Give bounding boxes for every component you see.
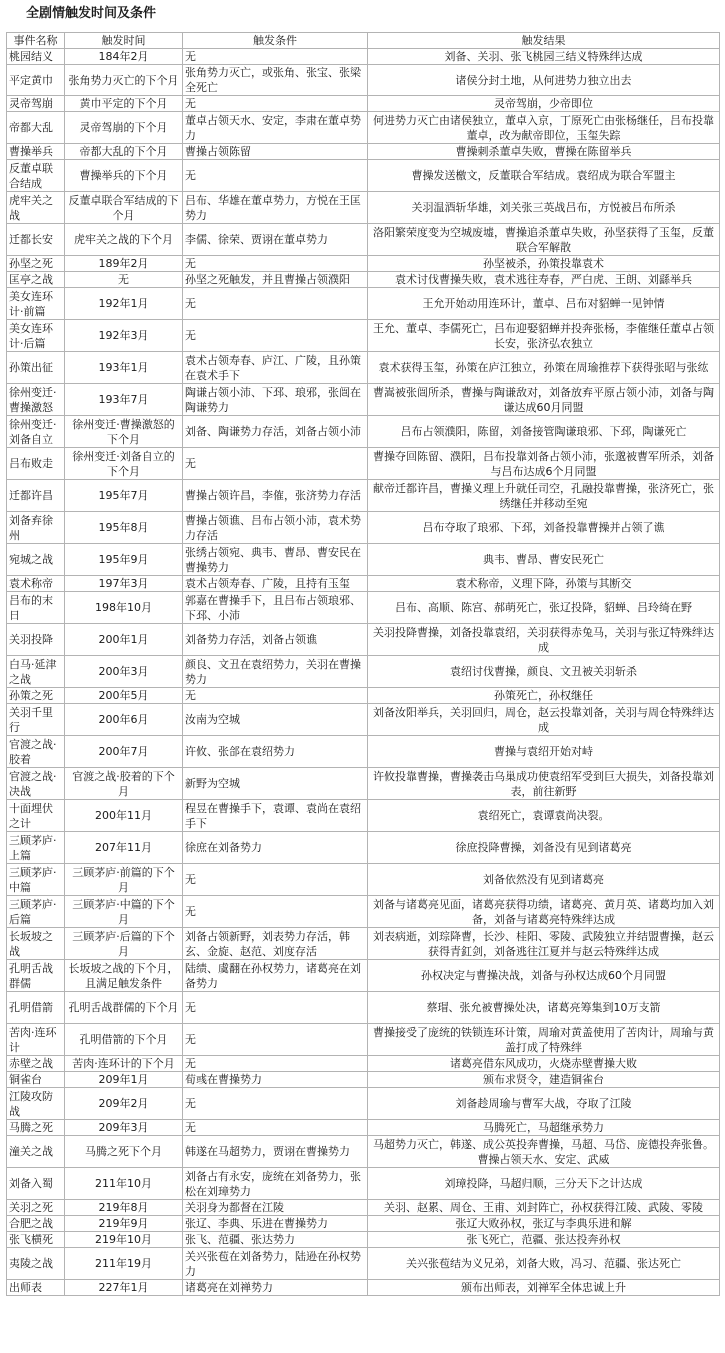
trigger-result-cell: 曹操发送檄文，反董联合军结成。袁绍成为联合军盟主 [368, 160, 720, 192]
trigger-condition-cell: 关兴张苞在刘备势力，陆逊在孙权势力 [183, 1248, 368, 1280]
trigger-condition-cell: 袁术占领寿春、广陵，且持有玉玺 [183, 576, 368, 592]
table-row [7, 112, 720, 144]
trigger-time-cell: 195年9月 [65, 544, 183, 576]
trigger-condition-cell: 诸葛亮在刘禅势力 [183, 1280, 368, 1296]
trigger-result-cell: 诸葛亮借东风成功，火烧赤壁曹操大败 [368, 1056, 720, 1072]
trigger-condition-cell: 曹操占领谯、吕布占领小沛，袁术势力存活 [183, 512, 368, 544]
trigger-condition-cell: 无 [183, 992, 368, 1024]
table-row [7, 736, 720, 768]
trigger-condition-cell: 无 [183, 1056, 368, 1072]
trigger-result-cell: 孙坚被杀，孙策投靠袁术 [368, 256, 720, 272]
trigger-time-cell: 209年3月 [65, 1120, 183, 1136]
table-row [7, 65, 720, 96]
table-row [7, 352, 720, 384]
trigger-result-cell: 袁术获得玉玺，孙策在庐江独立，孙策在周瑜推荐下获得张昭与张纮 [368, 352, 720, 384]
table-row [7, 272, 720, 288]
trigger-result-cell: 关兴张苞结为义兄弟，刘备大败，冯习、范疆、张达死亡 [368, 1248, 720, 1280]
trigger-result-cell: 关羽投降曹操，刘备投靠袁绍，关羽获得赤兔马，关羽与张辽特殊绊达成 [368, 624, 720, 656]
event-name-cell: 马腾之死 [7, 1120, 65, 1136]
trigger-result-cell: 张辽大败孙权，张辽与李典乐进和解 [368, 1216, 720, 1232]
trigger-result-cell: 张飞死亡，范疆、张达投奔孙权 [368, 1232, 720, 1248]
event-name-cell: 灵帝驾崩 [7, 96, 65, 112]
table-row [7, 832, 720, 864]
event-name-cell: 虎牢关之战 [7, 192, 65, 224]
table-row [7, 1072, 720, 1088]
table-row [7, 480, 720, 512]
event-name-cell: 苦肉·连环计 [7, 1024, 65, 1056]
trigger-result-cell: 献帝迁都许昌，曹操义理上升就任司空，孔融投靠曹操，张济死亡，张绣继任并移动至宛 [368, 480, 720, 512]
table-row [7, 144, 720, 160]
table-row [7, 1280, 720, 1296]
trigger-time-cell: 219年9月 [65, 1216, 183, 1232]
event-name-cell: 迁都长安 [7, 224, 65, 256]
trigger-time-cell: 200年6月 [65, 704, 183, 736]
trigger-time-cell: 孔明借箭的下个月 [65, 1024, 183, 1056]
trigger-result-cell: 袁术讨伐曹操失败，袁术逃往寿春，严白虎、王朗、刘繇举兵 [368, 272, 720, 288]
column-header-name: 事件名称 [7, 33, 65, 49]
event-name-cell: 关羽投降 [7, 624, 65, 656]
trigger-time-cell: 黄巾平定的下个月 [65, 96, 183, 112]
trigger-condition-cell: 无 [183, 1024, 368, 1056]
trigger-result-cell: 刘备趁周瑜与曹军大战，夺取了江陵 [368, 1088, 720, 1120]
trigger-time-cell: 灵帝驾崩的下个月 [65, 112, 183, 144]
event-name-cell: 吕布的末日 [7, 592, 65, 624]
trigger-result-cell: 刘备与诸葛亮见面，诸葛亮获得功绩，诸葛亮、黄月英、诸葛均加入刘备，刘备与诸葛亮特殊绊达成 [368, 896, 720, 928]
trigger-result-cell: 刘备汝阳举兵，关羽回归，周仓，赵云投靠刘备，关羽与周仓特殊绊达成 [368, 704, 720, 736]
trigger-time-cell: 192年3月 [65, 320, 183, 352]
event-name-cell: 迁都许昌 [7, 480, 65, 512]
table-row [7, 320, 720, 352]
event-name-cell: 三顾茅庐·上篇 [7, 832, 65, 864]
event-name-cell: 长坂坡之战 [7, 928, 65, 960]
event-name-cell: 夷陵之战 [7, 1248, 65, 1280]
table-row [7, 592, 720, 624]
trigger-condition-cell: 无 [183, 256, 368, 272]
trigger-time-cell: 211年10月 [65, 1168, 183, 1200]
trigger-condition-cell: 李儒、徐荣、贾诩在董卓势力 [183, 224, 368, 256]
event-name-cell: 关羽之死 [7, 1200, 65, 1216]
trigger-condition-cell: 曹操占领陈留 [183, 144, 368, 160]
event-name-cell: 徐州变迁·曹操激怒 [7, 384, 65, 416]
table-row [7, 1024, 720, 1056]
trigger-time-cell: 三顾茅庐·后篇的下个月 [65, 928, 183, 960]
trigger-time-cell: 无 [65, 272, 183, 288]
event-name-cell: 十面埋伏之计 [7, 800, 65, 832]
trigger-time-cell: 209年1月 [65, 1072, 183, 1088]
trigger-condition-cell: 无 [183, 288, 368, 320]
event-name-cell: 孙策出征 [7, 352, 65, 384]
event-name-cell: 三顾茅庐·中篇 [7, 864, 65, 896]
table-row [7, 1136, 720, 1168]
trigger-result-cell: 马腾死亡，马超继承势力 [368, 1120, 720, 1136]
trigger-condition-cell: 郭嘉在曹操手下，且吕布占领琅邪、下邳、小沛 [183, 592, 368, 624]
table-row [7, 624, 720, 656]
table-row [7, 704, 720, 736]
trigger-time-cell: 209年2月 [65, 1088, 183, 1120]
trigger-condition-cell: 陆绩、虞翻在孙权势力，诸葛亮在刘备势力 [183, 960, 368, 992]
trigger-condition-cell: 刘备、陶谦势力存活，刘备占领小沛 [183, 416, 368, 448]
event-name-cell: 三顾茅庐·后篇 [7, 896, 65, 928]
event-name-cell: 匡亭之战 [7, 272, 65, 288]
event-name-cell: 赤壁之战 [7, 1056, 65, 1072]
trigger-result-cell: 吕布、高顺、陈宫、郝萌死亡，张辽投降，貂蝉、吕玲绮在野 [368, 592, 720, 624]
table-row [7, 49, 720, 65]
trigger-result-cell: 关羽、赵累、周仓、王甫、刘封阵亡，孙权获得江陵、武陵、零陵 [368, 1200, 720, 1216]
event-name-cell: 孙坚之死 [7, 256, 65, 272]
trigger-time-cell: 200年11月 [65, 800, 183, 832]
trigger-time-cell: 张角势力灭亡的下个月 [65, 65, 183, 96]
event-name-cell: 张飞横死 [7, 1232, 65, 1248]
table-row [7, 288, 720, 320]
trigger-result-cell: 曹操接受了庞统的铁锁连环计策，周瑜对黄盖使用了苦肉计，周瑜与黄盖打成了特殊绊 [368, 1024, 720, 1056]
trigger-result-cell: 洛阳繁荣度变为空城废墟，曹操追杀董卓失败，孙坚获得了玉玺，反董联合军解散 [368, 224, 720, 256]
table-row [7, 96, 720, 112]
trigger-result-cell: 曹操与袁绍开始对峙 [368, 736, 720, 768]
event-name-cell: 反董卓联合结成 [7, 160, 65, 192]
trigger-condition-cell: 袁术占领寿春、庐江、广陵，且孙策在袁术手下 [183, 352, 368, 384]
trigger-result-cell: 王允、董卓、李儒死亡，吕布迎娶貂蝉并投奔张杨，李傕继任董卓占领长安，张济弘农独立 [368, 320, 720, 352]
trigger-time-cell: 200年3月 [65, 656, 183, 688]
trigger-time-cell: 193年7月 [65, 384, 183, 416]
table-row [7, 224, 720, 256]
trigger-condition-cell: 张角势力灭亡，或张角、张宝、张梁全死亡 [183, 65, 368, 96]
trigger-time-cell: 193年1月 [65, 352, 183, 384]
event-name-cell: 孔明舌战群儒 [7, 960, 65, 992]
table-row [7, 1248, 720, 1280]
trigger-time-cell: 200年5月 [65, 688, 183, 704]
trigger-result-cell: 袁绍死亡，袁谭袁尚决裂。 [368, 800, 720, 832]
trigger-condition-cell: 无 [183, 1120, 368, 1136]
event-name-cell: 曹操举兵 [7, 144, 65, 160]
trigger-condition-cell: 无 [183, 688, 368, 704]
trigger-result-cell: 关羽温酒斩华雄，刘关张三英战吕布，方悦被吕布所杀 [368, 192, 720, 224]
trigger-time-cell: 三顾茅庐·中篇的下个月 [65, 896, 183, 928]
event-name-cell: 关羽千里行 [7, 704, 65, 736]
trigger-time-cell: 198年10月 [65, 592, 183, 624]
trigger-time-cell: 207年11月 [65, 832, 183, 864]
trigger-condition-cell: 徐庶在刘备势力 [183, 832, 368, 864]
trigger-result-cell: 何进势力灭亡由诸侯独立，董卓入京，丁原死亡由张杨继任，吕布投靠董卓，改为献帝即位，玉玺失踪 [368, 112, 720, 144]
trigger-result-cell: 孙权决定与曹操决战，刘备与孙权达成60个月同盟 [368, 960, 720, 992]
trigger-result-cell: 典韦、曹昂、曹安民死亡 [368, 544, 720, 576]
trigger-condition-cell: 董卓占领天水、安定，李肃在董卓势力 [183, 112, 368, 144]
trigger-time-cell: 200年1月 [65, 624, 183, 656]
event-name-cell: 帝都大乱 [7, 112, 65, 144]
event-name-cell: 合肥之战 [7, 1216, 65, 1232]
event-name-cell: 官渡之战·决战 [7, 768, 65, 800]
event-name-cell: 潼关之战 [7, 1136, 65, 1168]
trigger-condition-cell: 无 [183, 448, 368, 480]
table-row [7, 544, 720, 576]
table-row [7, 1216, 720, 1232]
trigger-time-cell: 曹操举兵的下个月 [65, 160, 183, 192]
trigger-result-cell: 孙策死亡，孙权继任 [368, 688, 720, 704]
event-table [6, 32, 720, 1296]
trigger-result-cell: 许攸投靠曹操，曹操袭击乌巢成功使袁绍军受到巨大损失，刘备投靠刘表，前往新野 [368, 768, 720, 800]
event-name-cell: 平定黄巾 [7, 65, 65, 96]
trigger-result-cell: 颁布求贤令，建造铜雀台 [368, 1072, 720, 1088]
trigger-result-cell: 诸侯分封土地，从何进势力独立出去 [368, 65, 720, 96]
trigger-condition-cell: 汝南为空城 [183, 704, 368, 736]
table-row [7, 1200, 720, 1216]
trigger-time-cell: 195年7月 [65, 480, 183, 512]
column-header-result: 触发结果 [368, 33, 720, 49]
table-row [7, 800, 720, 832]
table-row [7, 384, 720, 416]
trigger-result-cell: 刘备依然没有见到诸葛亮 [368, 864, 720, 896]
trigger-time-cell: 219年8月 [65, 1200, 183, 1216]
trigger-time-cell: 三顾茅庐·前篇的下个月 [65, 864, 183, 896]
trigger-time-cell: 徐州变迁·曹操激怒的下个月 [65, 416, 183, 448]
trigger-result-cell: 刘备、关羽、张飞桃园三结义特殊绊达成 [368, 49, 720, 65]
table-row [7, 688, 720, 704]
trigger-result-cell: 曹操刺杀董卓失败，曹操在陈留举兵 [368, 144, 720, 160]
table-header-row [7, 33, 720, 49]
event-name-cell: 徐州变迁·刘备自立 [7, 416, 65, 448]
event-name-cell: 宛城之战 [7, 544, 65, 576]
trigger-condition-cell: 无 [183, 1088, 368, 1120]
event-name-cell: 袁术称帝 [7, 576, 65, 592]
event-name-cell: 吕布败走 [7, 448, 65, 480]
trigger-condition-cell: 无 [183, 896, 368, 928]
event-name-cell: 桃园结义 [7, 49, 65, 65]
trigger-condition-cell: 无 [183, 320, 368, 352]
trigger-condition-cell: 荀彧在曹操势力 [183, 1072, 368, 1088]
table-row [7, 192, 720, 224]
table-row [7, 416, 720, 448]
trigger-condition-cell: 张辽、李典、乐进在曹操势力 [183, 1216, 368, 1232]
trigger-condition-cell: 曹操占领许昌，李傕，张济势力存活 [183, 480, 368, 512]
trigger-time-cell: 219年10月 [65, 1232, 183, 1248]
trigger-time-cell: 211年19月 [65, 1248, 183, 1280]
trigger-condition-cell: 颜良、文丑在袁绍势力，关羽在曹操势力 [183, 656, 368, 688]
trigger-condition-cell: 韩遂在马超势力，贾诩在曹操势力 [183, 1136, 368, 1168]
trigger-condition-cell: 张飞、范疆、张达势力 [183, 1232, 368, 1248]
column-header-condition: 触发条件 [183, 33, 368, 49]
table-row [7, 992, 720, 1024]
table-row [7, 1168, 720, 1200]
trigger-condition-cell: 刘备占有永安，庞统在刘备势力，张松在刘璋势力 [183, 1168, 368, 1200]
table-row [7, 1088, 720, 1120]
table-row [7, 896, 720, 928]
event-name-cell: 江陵攻防战 [7, 1088, 65, 1120]
trigger-result-cell: 王允开始动用连环计，董卓、吕布对貂蝉一见钟情 [368, 288, 720, 320]
trigger-time-cell: 帝都大乱的下个月 [65, 144, 183, 160]
trigger-condition-cell: 许攸、张郃在袁绍势力 [183, 736, 368, 768]
trigger-condition-cell: 无 [183, 864, 368, 896]
table-row [7, 960, 720, 992]
table-row [7, 864, 720, 896]
trigger-time-cell: 189年2月 [65, 256, 183, 272]
trigger-time-cell: 227年1月 [65, 1280, 183, 1296]
trigger-time-cell: 184年2月 [65, 49, 183, 65]
event-name-cell: 美女连环计·后篇 [7, 320, 65, 352]
trigger-result-cell: 蔡瑁、张允被曹操处决，诸葛亮筹集到10万支箭 [368, 992, 720, 1024]
event-name-cell: 孔明借箭 [7, 992, 65, 1024]
column-header-time: 触发时间 [65, 33, 183, 49]
trigger-time-cell: 197年3月 [65, 576, 183, 592]
trigger-result-cell: 吕布夺取了琅邪、下邳，刘备投靠曹操并占领了谯 [368, 512, 720, 544]
table-row [7, 1120, 720, 1136]
table-row [7, 576, 720, 592]
table-row [7, 656, 720, 688]
trigger-condition-cell: 张绣占领宛、典韦、曹昂、曹安民在曹操势力 [183, 544, 368, 576]
table-row [7, 160, 720, 192]
table-row [7, 1056, 720, 1072]
table-row [7, 512, 720, 544]
trigger-time-cell: 反董卓联合军结成的下个月 [65, 192, 183, 224]
event-name-cell: 铜雀台 [7, 1072, 65, 1088]
trigger-result-cell: 颁布出师表，刘禅军全体忠诚上升 [368, 1280, 720, 1296]
trigger-condition-cell: 刘备势力存活，刘备占领谯 [183, 624, 368, 656]
event-name-cell: 出师表 [7, 1280, 65, 1296]
trigger-result-cell: 灵帝驾崩，少帝即位 [368, 96, 720, 112]
trigger-result-cell: 徐庶投降曹操，刘备没有见到诸葛亮 [368, 832, 720, 864]
trigger-condition-cell: 无 [183, 160, 368, 192]
trigger-condition-cell: 陶谦占领小沛、下邳、琅邪，张闿在陶谦势力 [183, 384, 368, 416]
trigger-time-cell: 孔明舌战群儒的下个月 [65, 992, 183, 1024]
event-name-cell: 美女连环计·前篇 [7, 288, 65, 320]
trigger-condition-cell: 关羽身为都督在江陵 [183, 1200, 368, 1216]
trigger-time-cell: 徐州变迁·刘备自立的下个月 [65, 448, 183, 480]
trigger-time-cell: 200年7月 [65, 736, 183, 768]
trigger-condition-cell: 孙坚之死触发，并且曹操占领濮阳 [183, 272, 368, 288]
trigger-condition-cell: 刘备占领新野，刘表势力存活，韩玄、金旋、赵范、刘度存活 [183, 928, 368, 960]
trigger-result-cell: 刘表病逝，刘琮降曹，长沙、桂阳、零陵、武陵独立并结盟曹操，赵云获得青釭剑，刘备逃往江夏并与赵云特殊绊达成 [368, 928, 720, 960]
event-name-cell: 白马·延津之战 [7, 656, 65, 688]
event-name-cell: 官渡之战·胶着 [7, 736, 65, 768]
trigger-time-cell: 192年1月 [65, 288, 183, 320]
trigger-result-cell: 袁绍讨伐曹操，颜良、文丑被关羽斩杀 [368, 656, 720, 688]
trigger-time-cell: 虎牢关之战的下个月 [65, 224, 183, 256]
trigger-condition-cell: 无 [183, 96, 368, 112]
trigger-time-cell: 195年8月 [65, 512, 183, 544]
trigger-result-cell: 曹操夺回陈留、濮阳，吕布投靠刘备占领小沛，张邈被曹军所杀，刘备与吕布达成6个月同盟 [368, 448, 720, 480]
trigger-condition-cell: 新野为空城 [183, 768, 368, 800]
event-name-cell: 刘备弃徐州 [7, 512, 65, 544]
table-row [7, 448, 720, 480]
trigger-condition-cell: 无 [183, 49, 368, 65]
event-name-cell: 孙策之死 [7, 688, 65, 704]
trigger-condition-cell: 程昱在曹操手下，袁谭、袁尚在袁绍手下 [183, 800, 368, 832]
trigger-result-cell: 袁术称帝，义理下降，孙策与其断交 [368, 576, 720, 592]
page-title: 全剧情触发时间及条件 [26, 6, 157, 21]
trigger-result-cell: 刘璋投降，马超归顺，三分天下之计达成 [368, 1168, 720, 1200]
trigger-result-cell: 马超势力灭亡，韩遂、成公英投奔曹操，马超、马岱、庞德投奔张鲁。曹操占领天水、安定、武威 [368, 1136, 720, 1168]
trigger-time-cell: 官渡之战·胶着的下个月 [65, 768, 183, 800]
table-row [7, 256, 720, 272]
trigger-time-cell: 马腾之死下个月 [65, 1136, 183, 1168]
trigger-condition-cell: 吕布、华雄在董卓势力，方悦在王匡势力 [183, 192, 368, 224]
table-row [7, 768, 720, 800]
table-row [7, 1232, 720, 1248]
event-name-cell: 刘备入蜀 [7, 1168, 65, 1200]
trigger-result-cell: 曹嵩被张闿所杀，曹操与陶谦敌对，刘备放弃平原占领小沛，刘备与陶谦达成60月同盟 [368, 384, 720, 416]
trigger-result-cell: 吕布占领濮阳，陈留，刘备接管陶谦琅邪、下邳，陶谦死亡 [368, 416, 720, 448]
table-row [7, 928, 720, 960]
trigger-time-cell: 长坂坡之战的下个月，且满足触发条件 [65, 960, 183, 992]
trigger-time-cell: 苦肉·连环计的下个月 [65, 1056, 183, 1072]
